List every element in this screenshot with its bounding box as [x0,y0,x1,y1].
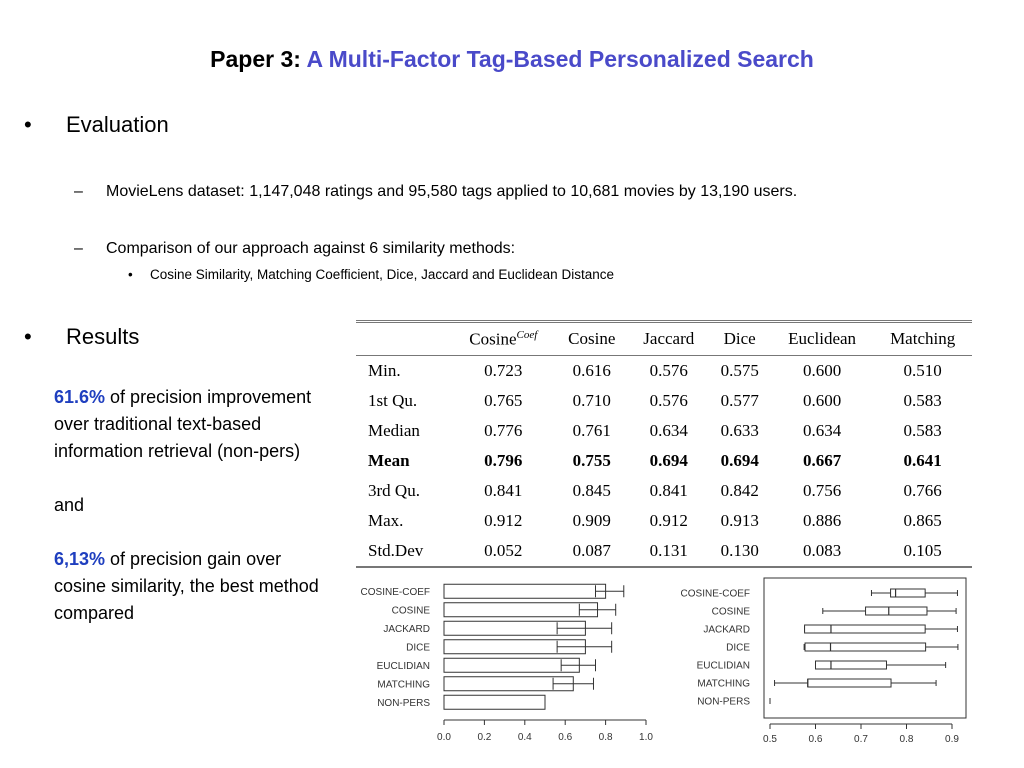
bar [444,603,598,617]
table-cell: 0.755 [572,450,611,470]
x-tick-label: 0.4 [517,732,532,743]
table-cell: 0.087 [572,540,611,560]
title-main: A Multi-Factor Tag-Based Personalized Search [306,46,814,72]
table-cell: 0.912 [649,510,688,530]
category-label: COSINE [391,605,430,617]
category-label: JACKARD [703,624,750,636]
table-cell: 0.616 [572,360,611,380]
column-header: Jaccard [629,322,709,356]
table-cell: 0.583 [903,420,942,440]
table-row [356,446,972,476]
table-cell: 0.913 [720,510,759,530]
highlight-value: 61.6% [54,387,106,407]
table-cell: 0.052 [484,540,523,560]
bar [444,695,545,709]
x-tick-label: 0.6 [558,732,573,743]
results-table [356,320,972,568]
table-cell: 0.865 [903,510,942,530]
box [816,661,887,669]
table-cell: 0.912 [484,510,523,530]
box [805,625,926,633]
table-header-row [356,322,972,356]
results-heading: Results [66,324,140,349]
category-label: JACKARD [383,623,430,635]
bar [444,584,606,598]
evaluation-item-text: Comparison of our approach against 6 similarity methods: [106,240,516,257]
table-cell: 0.841 [484,480,523,500]
category-label: DICE [726,642,750,654]
table-row [356,506,972,536]
category-label: EUCLIDIAN [696,660,750,672]
table-cell: 0.576 [649,390,688,410]
table-cell: 0.130 [720,540,759,560]
slide-title [0,46,1024,73]
box [808,679,891,687]
table-row [356,416,972,446]
evaluation-heading: Evaluation [66,112,169,137]
row-label: Median [368,420,420,440]
table-cell: 0.766 [903,480,942,500]
table-cell: 0.583 [903,390,942,410]
column-header: Matching [873,322,972,356]
table-cell: 0.575 [720,360,759,380]
x-tick-label: 0.9 [945,734,959,745]
table-cell: 0.576 [649,360,688,380]
table-cell: 0.845 [572,480,611,500]
category-label: MATCHING [697,678,750,690]
table-cell: 0.577 [720,390,759,410]
table-cell: 0.842 [720,480,759,500]
column-header: Cosine$^{Coef}$ [452,322,554,356]
results-summary [54,384,324,627]
table-cell: 0.723 [484,360,523,380]
results-paragraph-1: 61.6% of precision improvement over traditional text-based information retrieval (non-pers) [54,387,312,461]
evaluation-subitem-text: Cosine Similarity, Matching Coefficient, Dice, Jaccard and Euclidean Distance [150,267,614,282]
box-chart [681,578,966,745]
table-row [356,355,972,386]
x-tick-label: 0.0 [437,732,451,743]
table-cell: 0.756 [802,480,842,500]
highlight-value: 6,13% [54,549,106,569]
table-cell: 0.886 [802,510,842,530]
table-cell: 0.131 [649,540,688,560]
box [805,643,926,651]
category-label: COSINE [711,606,750,618]
x-tick-label: 0.6 [808,734,823,745]
x-tick-label: 0.8 [899,734,914,745]
row-label: Min. [368,360,401,380]
x-tick-label: 0.8 [598,732,613,743]
table-cell: 0.600 [802,360,842,380]
row-label: 3rd Qu. [368,480,420,500]
category-label: NON-PERS [377,697,430,709]
row-label: 1st Qu. [368,390,418,410]
category-label: EUCLIDIAN [376,660,430,672]
table-cell: 0.634 [802,420,842,440]
table-cell: 0.510 [903,360,942,380]
row-label: Std.Dev [368,540,424,560]
category-label: COSINE-COEF [680,588,750,600]
bullet-dot: • [24,112,32,137]
column-header: Cosine [555,322,629,356]
table-cell: 0.600 [802,390,842,410]
category-label: DICE [406,642,430,654]
category-label: NON-PERS [697,696,750,708]
table-cell: 0.641 [903,450,942,470]
table-cell: 0.694 [720,450,759,470]
column-header: Dice [709,322,771,356]
evaluation-item-text: MovieLens dataset: 1,147,048 ratings and 95,580 tags applied to 10,681 movies by 13,190 users. [106,183,798,200]
column-header: Euclidean [771,322,873,356]
x-tick-label: 1.0 [639,732,653,743]
table-cell: 0.841 [649,480,688,500]
table-cell: 0.105 [903,540,942,560]
x-tick-label: 0.7 [854,734,868,745]
category-label: COSINE-COEF [360,586,430,598]
table-cell: 0.776 [484,420,523,440]
table-row [356,536,972,567]
results-paragraph-3: 6,13% of precision gain over cosine similarity, the best method compared [54,549,319,623]
x-tick-label: 0.5 [763,734,777,745]
bar-chart [361,584,654,743]
table-cell: 0.909 [572,510,611,530]
x-tick-label: 0.2 [477,732,492,743]
table-row [356,476,972,506]
table-cell: 0.083 [802,540,842,560]
table-cell: 0.633 [720,420,759,440]
title-prefix: Paper 3: [210,46,301,72]
row-label: Max. [368,510,404,530]
table-cell: 0.694 [649,450,688,470]
table-cell: 0.765 [484,390,523,410]
table-cell: 0.634 [649,420,688,440]
category-label: MATCHING [377,679,430,691]
box [866,607,927,615]
table-cell: 0.761 [572,420,611,440]
row-label: Mean [368,450,410,470]
bullet-dot: • [24,324,32,349]
table-cell: 0.710 [572,390,611,410]
results-paragraph-2: and [54,495,85,515]
results-charts [350,572,990,748]
bar [444,658,579,672]
table-cell: 0.796 [484,450,523,470]
table-cell: 0.667 [802,450,842,470]
table-row [356,386,972,416]
